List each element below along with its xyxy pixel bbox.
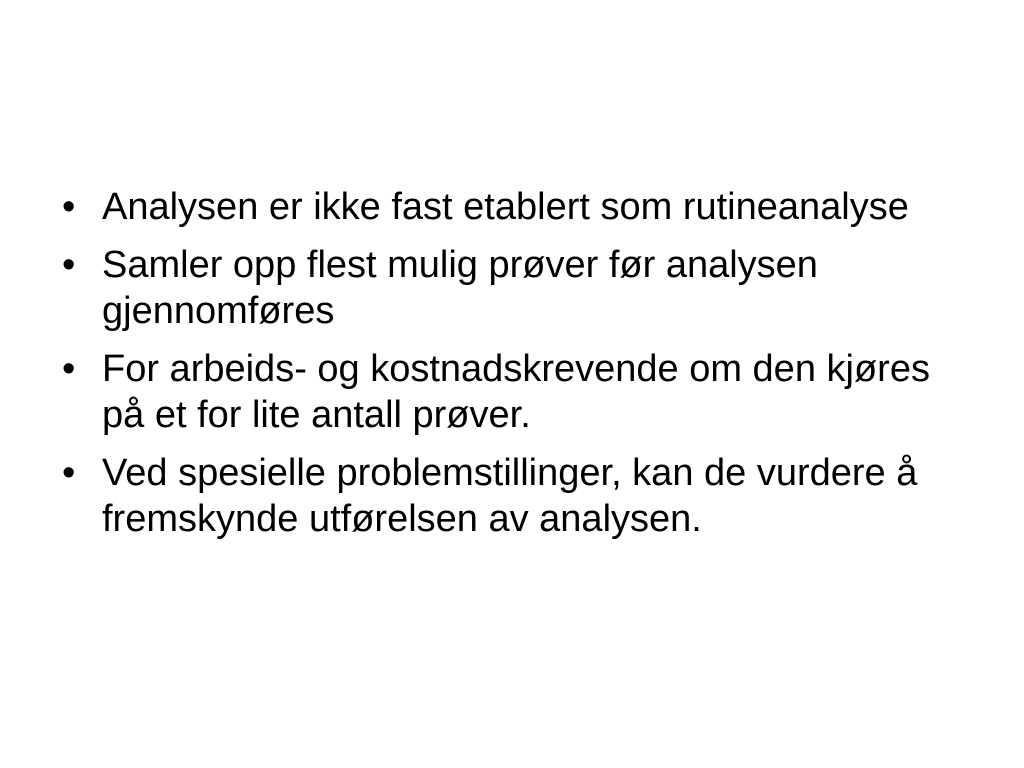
bullet-text: Analysen er ikke fast etablert som rutineanalyse [102, 186, 909, 228]
bullet-text: Ved spesielle problemstillinger, kan de vurdere å fremskynde utførelsen av analysen. [102, 452, 918, 540]
bullet-glyph: • [62, 244, 76, 286]
bullet-glyph: • [62, 186, 76, 228]
bullet-glyph: • [62, 452, 76, 494]
bullet-item [56, 242, 976, 334]
bullet-glyph: • [62, 348, 76, 390]
bullet-text: Samler opp flest mulig prøver før analysen gjennomføres [102, 244, 818, 332]
bullet-list [56, 184, 976, 554]
bullet-item [56, 450, 976, 542]
bullet-text: For arbeids- og kostnadskrevende om den kjøres på et for lite antall prøver. [102, 348, 930, 436]
bullet-item [56, 184, 976, 230]
bullet-item [56, 346, 976, 438]
